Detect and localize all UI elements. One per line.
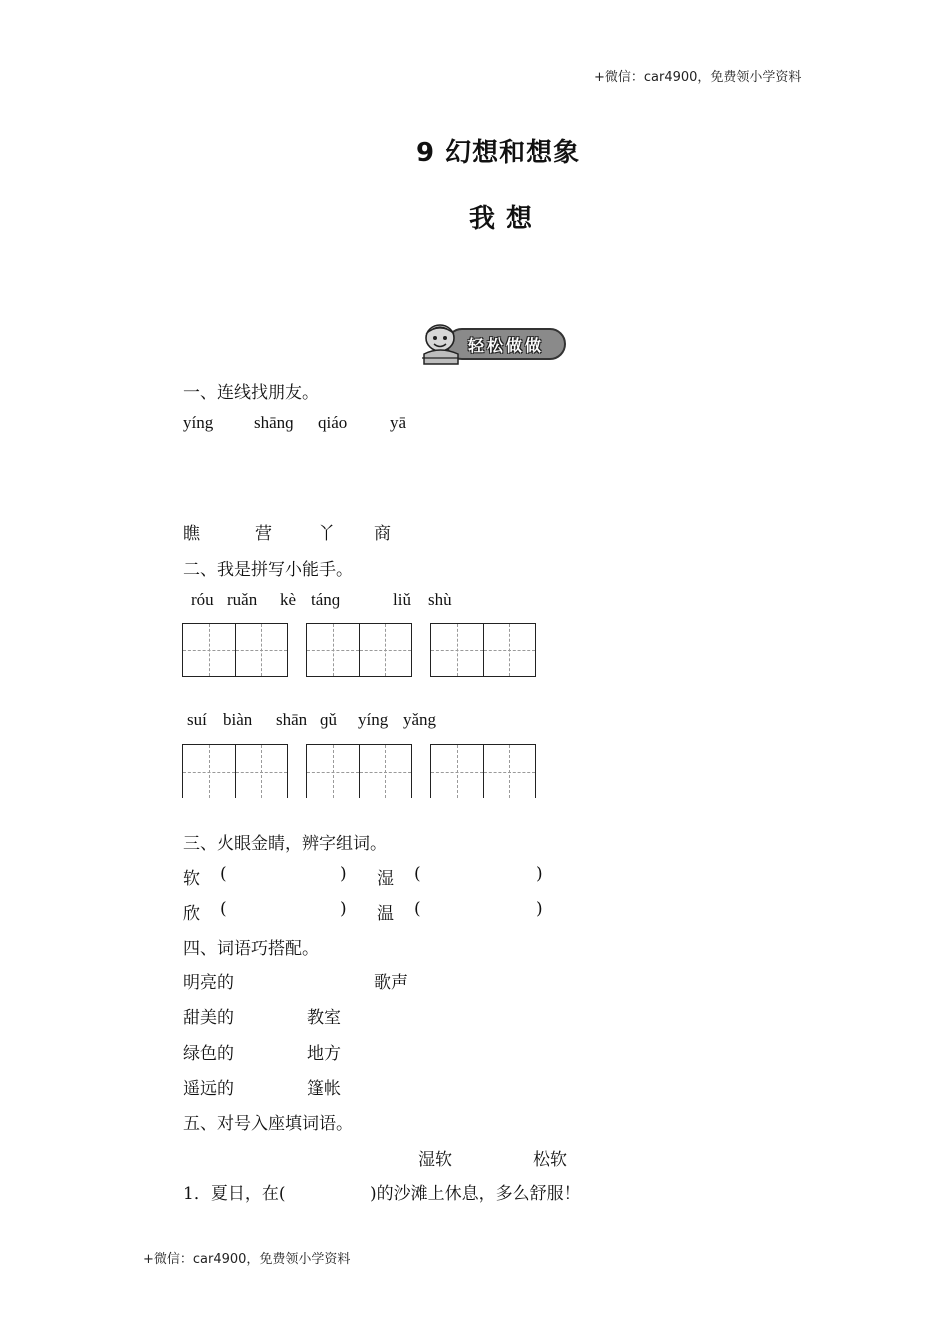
q4-heading: 四、词语巧搭配。 [183,939,319,959]
q1-pinyin-4: yā [390,413,407,432]
q2-row2-pinyin-5: yíng [358,710,389,729]
watermark-bottom: +微信：car4900，免费领小学资料 [143,1252,351,1267]
q4-right-4: 篷帐 [307,1079,341,1099]
q3-char-3: 欣 [183,904,200,924]
writing-grid-5[interactable] [306,744,412,798]
q3-open-3: ( [220,899,227,919]
boy-mascot-icon [418,320,462,366]
q4-left-1: 明亮的 [183,973,234,993]
q3-open-4: ( [414,899,421,919]
q1-char-2: 营 [255,524,272,544]
q5-option-2: 松软 [533,1150,567,1170]
q2-row2-pinyin-2: biàn [223,710,253,729]
section-badge [418,320,568,366]
writing-grid-3[interactable] [430,623,536,677]
badge-label: 轻松做做 [467,335,544,355]
writing-grid-1[interactable] [182,623,288,677]
q3-char-1: 软 [183,869,200,889]
q5-option-1: 湿软 [418,1150,452,1170]
chapter-title: 9 幻想和想象 [416,138,581,168]
q4-left-4: 遥远的 [183,1079,234,1099]
q2-heading: 二、我是拼写小能手。 [183,560,353,580]
q1-pinyin-3: qiáo [318,413,348,432]
q4-right-1: 歌声 [374,973,408,993]
writing-grid-6[interactable] [430,744,536,798]
q3-char-4: 温 [377,904,394,924]
q1-pinyin-2: shānɡ [254,413,294,432]
q2-row1-pinyin-5: liǔ [393,590,411,609]
q2-row1-pinyin-4: tánɡ [311,590,341,609]
badge-pill [446,328,566,360]
writing-grid-2[interactable] [306,623,412,677]
q2-row1-pinyin-1: róu [191,590,214,609]
q5-sentence-1-suffix: )的沙滩上休息，多么舒服！ [370,1184,581,1204]
q2-row1-pinyin-6: shù [428,590,452,609]
q3-close-3: ) [340,899,347,919]
q2-row2-pinyin-3: shān [276,710,308,729]
q3-open-2: ( [414,864,421,884]
q1-pinyin-1: yíng [183,413,214,432]
q3-char-2: 湿 [377,869,394,889]
q3-open-1: ( [220,864,227,884]
q2-row2-pinyin-6: yǎng [403,710,437,729]
q3-close-2: ) [536,864,543,884]
q1-heading: 一、连线找朋友。 [183,383,319,403]
q2-row1-pinyin-2: ruǎn [227,590,258,609]
q4-right-3: 地方 [307,1044,341,1064]
q1-char-4: 商 [374,524,391,544]
q3-heading: 三、火眼金睛，辨字组词。 [183,834,387,854]
writing-grid-4[interactable] [182,744,288,798]
q2-row2-pinyin-4: ɡǔ [320,710,337,729]
q1-char-3: 丫 [318,524,335,544]
q3-close-4: ) [536,899,543,919]
q4-left-2: 甜美的 [183,1008,234,1028]
q2-row1-pinyin-3: kè [280,590,297,609]
q5-heading: 五、对号入座填词语。 [183,1114,353,1134]
q2-row2-pinyin-1: suí [187,710,207,729]
q5-sentence-1-prefix: 1．夏日，在( [183,1184,286,1204]
lesson-title: 我 想 [469,204,534,234]
q3-close-1: ) [340,864,347,884]
q4-right-2: 教室 [307,1008,341,1028]
watermark-top: +微信：car4900，免费领小学资料 [594,70,802,85]
q4-left-3: 绿色的 [183,1044,234,1064]
q1-char-1: 瞧 [183,524,200,544]
